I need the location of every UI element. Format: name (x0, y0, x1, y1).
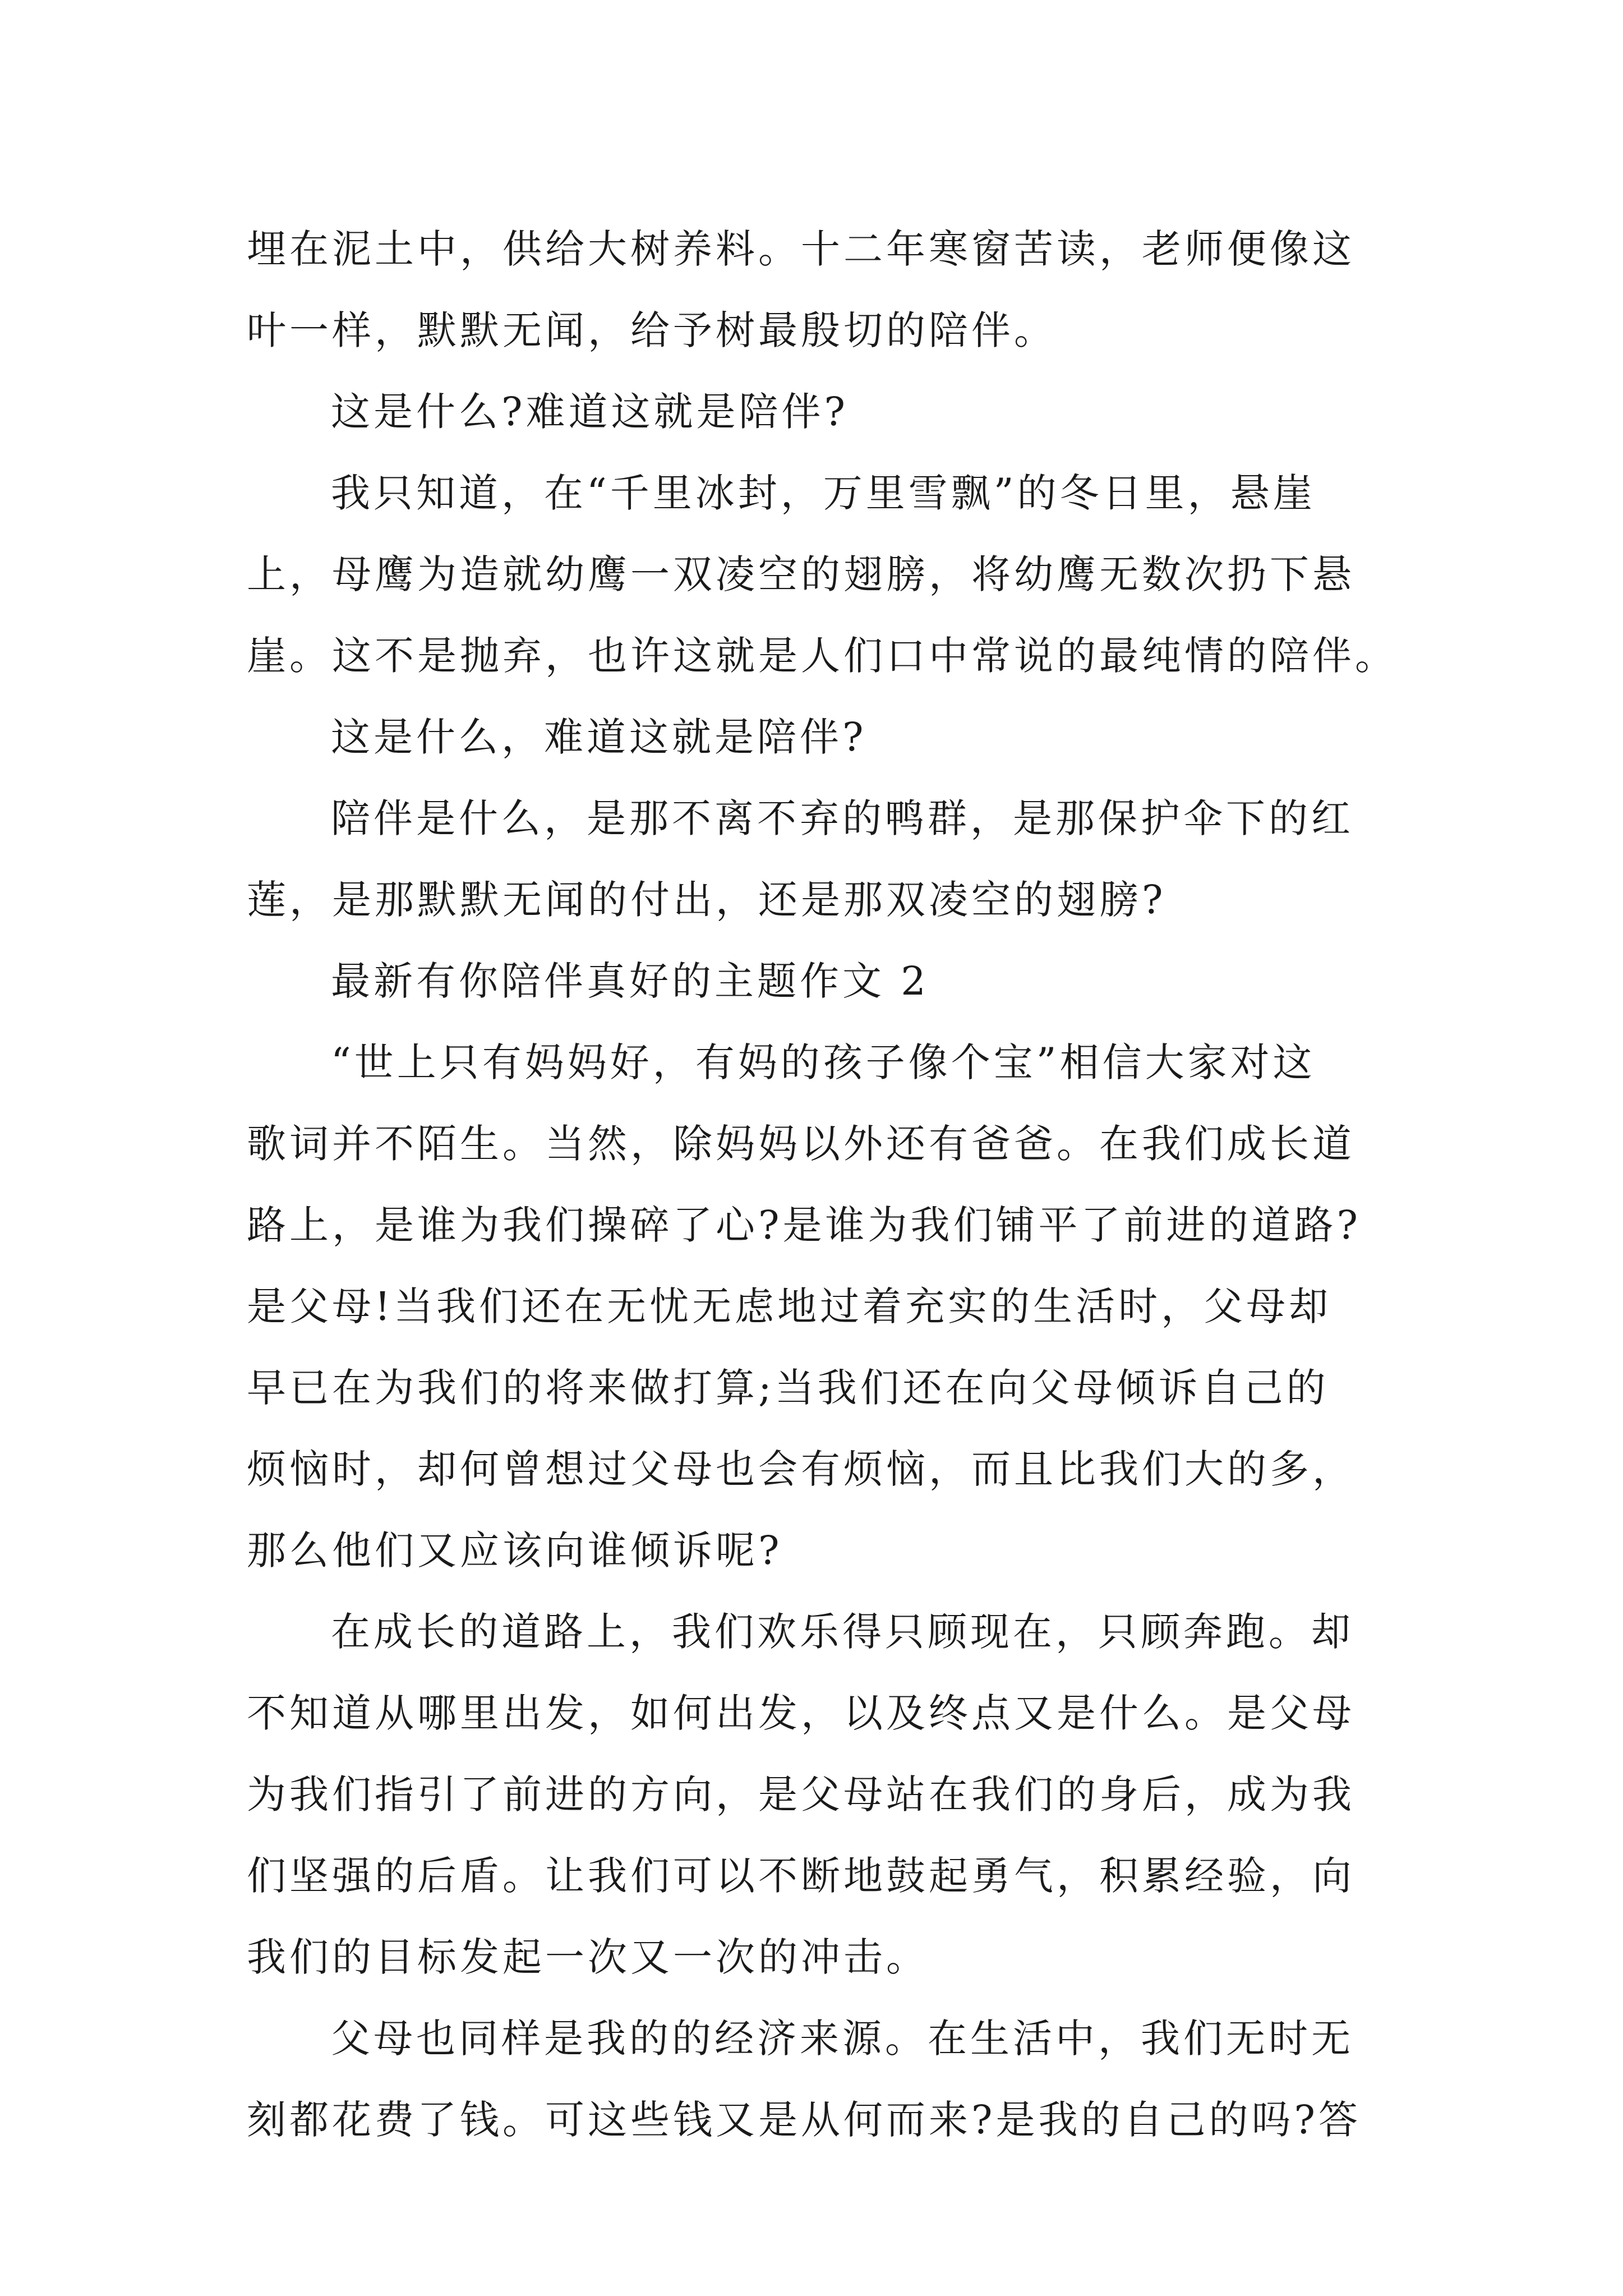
text-line: 们坚强的后盾。让我们可以不断地鼓起勇气，积累经验，向 (247, 1853, 1355, 1899)
text-line: 陪伴是什么，是那不离不弃的鸭群，是那保护伞下的红 (331, 795, 1354, 841)
text-line: 埋在泥土中，供给大树养料。十二年寒窗苦读，老师便像这 (247, 226, 1355, 272)
text-line: 我只知道，在“千里冰封，万里雪飘”的冬日里，悬崖 (331, 470, 1316, 516)
text-line: 是父母!当我们还在无忧无虑地过着充实的生活时，父母却 (247, 1283, 1332, 1329)
text-line: 这是什么?难道这就是陪伴? (331, 389, 849, 435)
text-line: 不知道从哪里出发，如何出发，以及终点又是什么。是父母 (247, 1690, 1355, 1736)
document-body (247, 209, 1398, 2161)
text-line: 路上，是谁为我们操碎了心?是谁为我们铺平了前进的道路? (247, 1202, 1362, 1248)
text-line: 在成长的道路上，我们欢乐得只顾现在，只顾奔跑。却 (331, 1609, 1354, 1655)
text-line: 为我们指引了前进的方向，是父母站在我们的身后，成为我 (247, 1772, 1355, 1818)
text-line: 上，母鹰为造就幼鹰一双凌空的翅膀，将幼鹰无数次扔下悬 (247, 551, 1355, 597)
text-line: “世上只有妈妈好，有妈的孩子像个宝”相信大家对这 (331, 1039, 1316, 1085)
text-line: 莲，是那默默无闻的付出，还是那双凌空的翅膀? (247, 877, 1166, 923)
text-line: 烦恼时，却何曾想过父母也会有烦恼，而且比我们大的多， (247, 1446, 1355, 1492)
section-heading: 最新有你陪伴真好的主题作文 2 (331, 958, 929, 1004)
text-line: 父母也同样是我的的经济来源。在生活中，我们无时无 (331, 2016, 1354, 2062)
text-line: 叶一样，默默无闻，给予树最殷切的陪伴。 (247, 307, 1057, 353)
text-line: 我们的目标发起一次又一次的冲击。 (247, 1934, 929, 1980)
text-line: 刻都花费了钱。可这些钱又是从何而来?是我的自己的吗?答 (247, 2097, 1362, 2143)
text-line: 崖。这不是抛弃，也许这就是人们口中常说的最纯情的陪伴。 (247, 633, 1398, 679)
text-line: 歌词并不陌生。当然，除妈妈以外还有爸爸。在我们成长道 (247, 1121, 1355, 1167)
text-line: 那么他们又应该向谁倾诉呢? (247, 1527, 783, 1573)
text-line: 这是什么，难道这就是陪伴? (331, 714, 867, 760)
text-line: 早已在为我们的将来做打算;当我们还在向父母倾诉自己的 (247, 1365, 1329, 1411)
